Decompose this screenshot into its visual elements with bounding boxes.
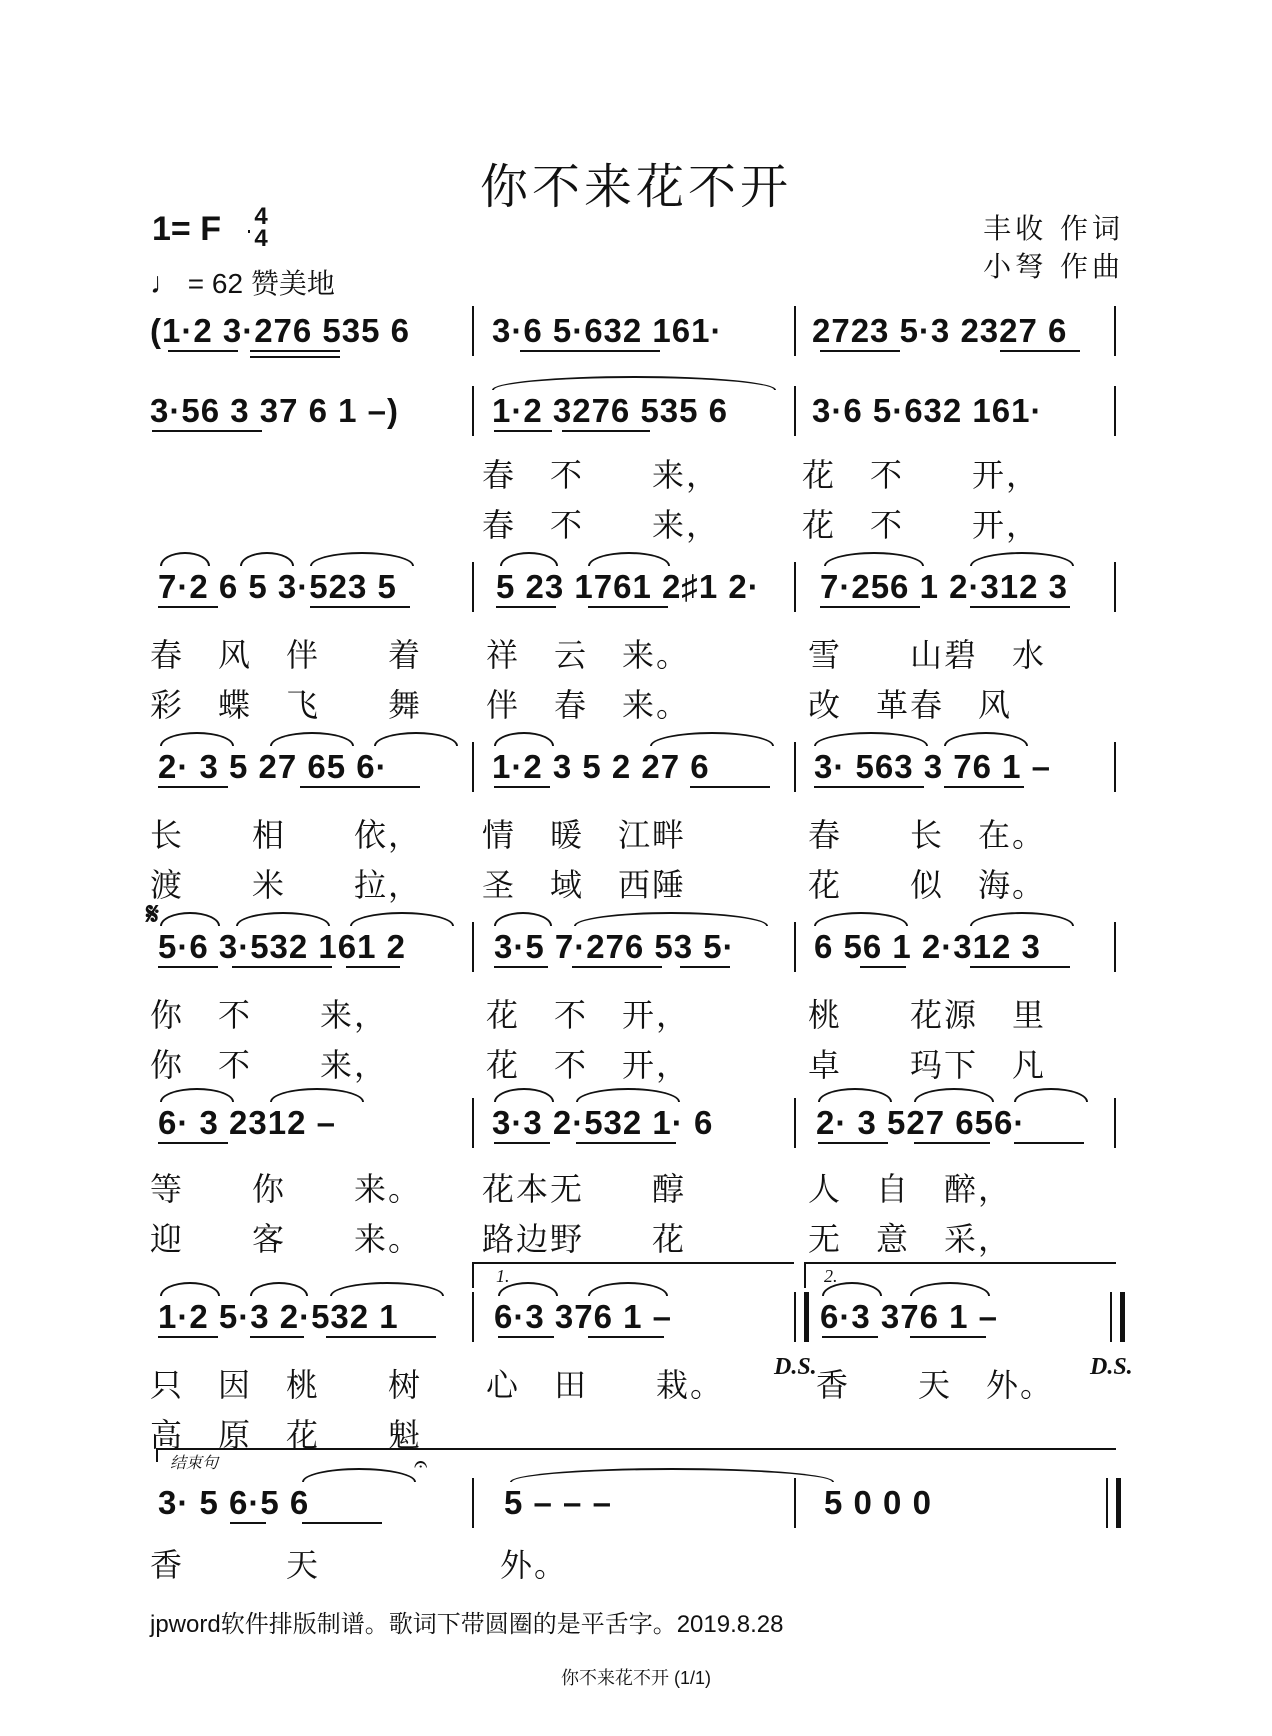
row-3-lyric-a-3: 春 长 在。 [808,816,1047,854]
row-1-measure-2: 1·2 3276 535 6 [492,392,729,429]
row-5-lyric-a-3: 人 自 醉， [808,1170,1013,1208]
row-3-lyric-b-3: 花 似 海。 [808,866,1047,904]
row-1-measure-1: 3·56 3 37 6 1 –) [150,392,399,429]
row-0-measure-1: (1·2 3·276 535 6 [150,312,411,349]
row-3-measure-2: 1·2 3 5 2 27 6 [492,748,710,785]
row-7-lyric-a-1: 香 天 [150,1546,423,1584]
row-4-lyric-b-3: 卓 玛下 凡 [808,1046,1047,1084]
footer-note: jpword软件排版制谱。歌词下带圆圈的是平舌字。2019.8.28 [150,1611,784,1638]
row-1-measure-3: 3·6 5·632 161· [812,392,1043,429]
tempo-marking [150,262,335,302]
row-6-lyric-a-2: 心 田 栽。 [486,1366,725,1404]
row-4-lyric-a-2: 花 不 开， [486,996,691,1034]
row-2-measure-2: 5 23 1761 2♯1 2· [496,568,760,605]
row-4-lyric-b-2: 花 不 开， [486,1046,691,1084]
row-6-measure-2: 6·3 376 1 – [494,1298,672,1335]
fermata-icon: 𝄐 [414,1452,428,1478]
row-5-lyric-b-3: 无 意 采， [808,1220,1013,1258]
row-1-lyric-b-2: 春 不 来， [482,506,721,544]
row-7-lyric-a-2: 外。 [500,1546,569,1584]
row-2-lyric-a-1: 春 风 伴 着 [150,636,423,674]
row-2-lyric-b-1: 彩 蝶 飞 舞 [150,686,423,724]
row-1-lyric-a-2: 春 不 来， [482,456,721,494]
row-6-measure-3: 6·3 376 1 – [820,1298,998,1335]
volta-first: 1. [496,1266,510,1286]
row-5-lyric-a-1: 等 你 来。 [150,1170,423,1208]
row-2-lyric-a-2: 祥 云 来。 [486,636,691,674]
ds-marking-first: D.S. [774,1354,817,1380]
ds-marking-second: D.S. [1090,1354,1133,1380]
end-phrase-label: 结束句 [170,1455,219,1472]
row-6-lyric-b-1: 高 原 花 魁 [150,1416,423,1454]
row-3-lyric-b-1: 渡 米 拉， [150,866,423,904]
row-4-lyric-a-1: 你 不 来， [150,996,389,1034]
row-6-lyric-a-3: 香 天 外。 [816,1366,1055,1404]
row-6-lyric-a-1: 只 因 桃 树 [150,1366,423,1404]
row-3-lyric-a-1: 长 相 依， [150,816,423,854]
row-4-measure-1: 5·6 3·532 161 2 [158,928,407,965]
row-3-measure-3: 3· 563 3 76 1 – [814,748,1052,785]
row-0-measure-2: 3·6 5·632 161· [492,312,723,349]
row-5-measure-2: 3·3 2·532 1· 6 [492,1104,714,1141]
row-6-measure-1: 1·2 5·3 2·532 1 [158,1298,399,1335]
page-title: 你不来花不开 [479,159,792,215]
row-0-measure-3: 2723 5·3 2327 6 [812,312,1068,349]
time-sig-bottom: 4 [254,225,268,252]
tempo-expression: 赞美地 [250,268,335,299]
row-5-lyric-b-1: 迎 客 来。 [150,1220,423,1258]
tempo-value: = 62 [187,268,244,299]
quarter-note-icon: ♩ [150,267,180,300]
row-4-measure-3: 6 56 1 2·312 3 [814,928,1041,965]
row-2-lyric-a-3: 雪 山碧 水 [808,636,1047,674]
key-signature: 1= F [152,210,221,248]
volta-second: 2. [824,1266,838,1286]
row-4-measure-2: 3·5 7·276 53 5· [494,928,735,965]
row-5-lyric-b-2: 路边野 花 [482,1220,687,1258]
row-5-measure-3: 2· 3 527 656· [816,1104,1026,1141]
lyricist-credit: 丰收 作词 [983,212,1124,245]
row-4-lyric-b-1: 你 不 来， [150,1046,389,1084]
row-7-measure-3: 5 0 0 0 [824,1484,932,1521]
composer-credit: 小弩 作曲 [983,250,1124,283]
row-4-lyric-a-3: 桃 花源 里 [808,996,1047,1034]
row-2-lyric-b-2: 伴 春 来。 [486,686,691,724]
credits [983,210,1124,286]
segno-sign: 𝄋 [146,898,159,931]
row-7-measure-2: 5 – – – [504,1484,612,1521]
row-1-lyric-a-3: 花 不 开， [802,456,1041,494]
row-3-lyric-b-2: 圣 域 西陲 [482,866,687,904]
row-3-lyric-a-2: 情 暖 江畔 [482,816,687,854]
row-2-measure-1: 7·2 6 5 3·523 5 [158,568,397,605]
page-footer: 你不来花不开 (1/1) [560,1668,711,1688]
row-2-measure-3: 7·256 1 2·312 3 [820,568,1069,605]
row-5-lyric-a-2: 花本无 醇 [482,1170,687,1208]
row-5-measure-1: 6· 3 2312 – [158,1104,336,1141]
row-3-measure-1: 2· 3 5 27 65 6· [158,748,388,785]
row-1-lyric-b-3: 花 不 开， [802,506,1041,544]
row-2-lyric-b-3: 改 革春 风 [808,686,1013,724]
time-sig-top: 4 [254,203,268,230]
row-7-measure-1: 3· 5 6·5 6 [158,1484,310,1521]
time-signature [248,203,274,252]
